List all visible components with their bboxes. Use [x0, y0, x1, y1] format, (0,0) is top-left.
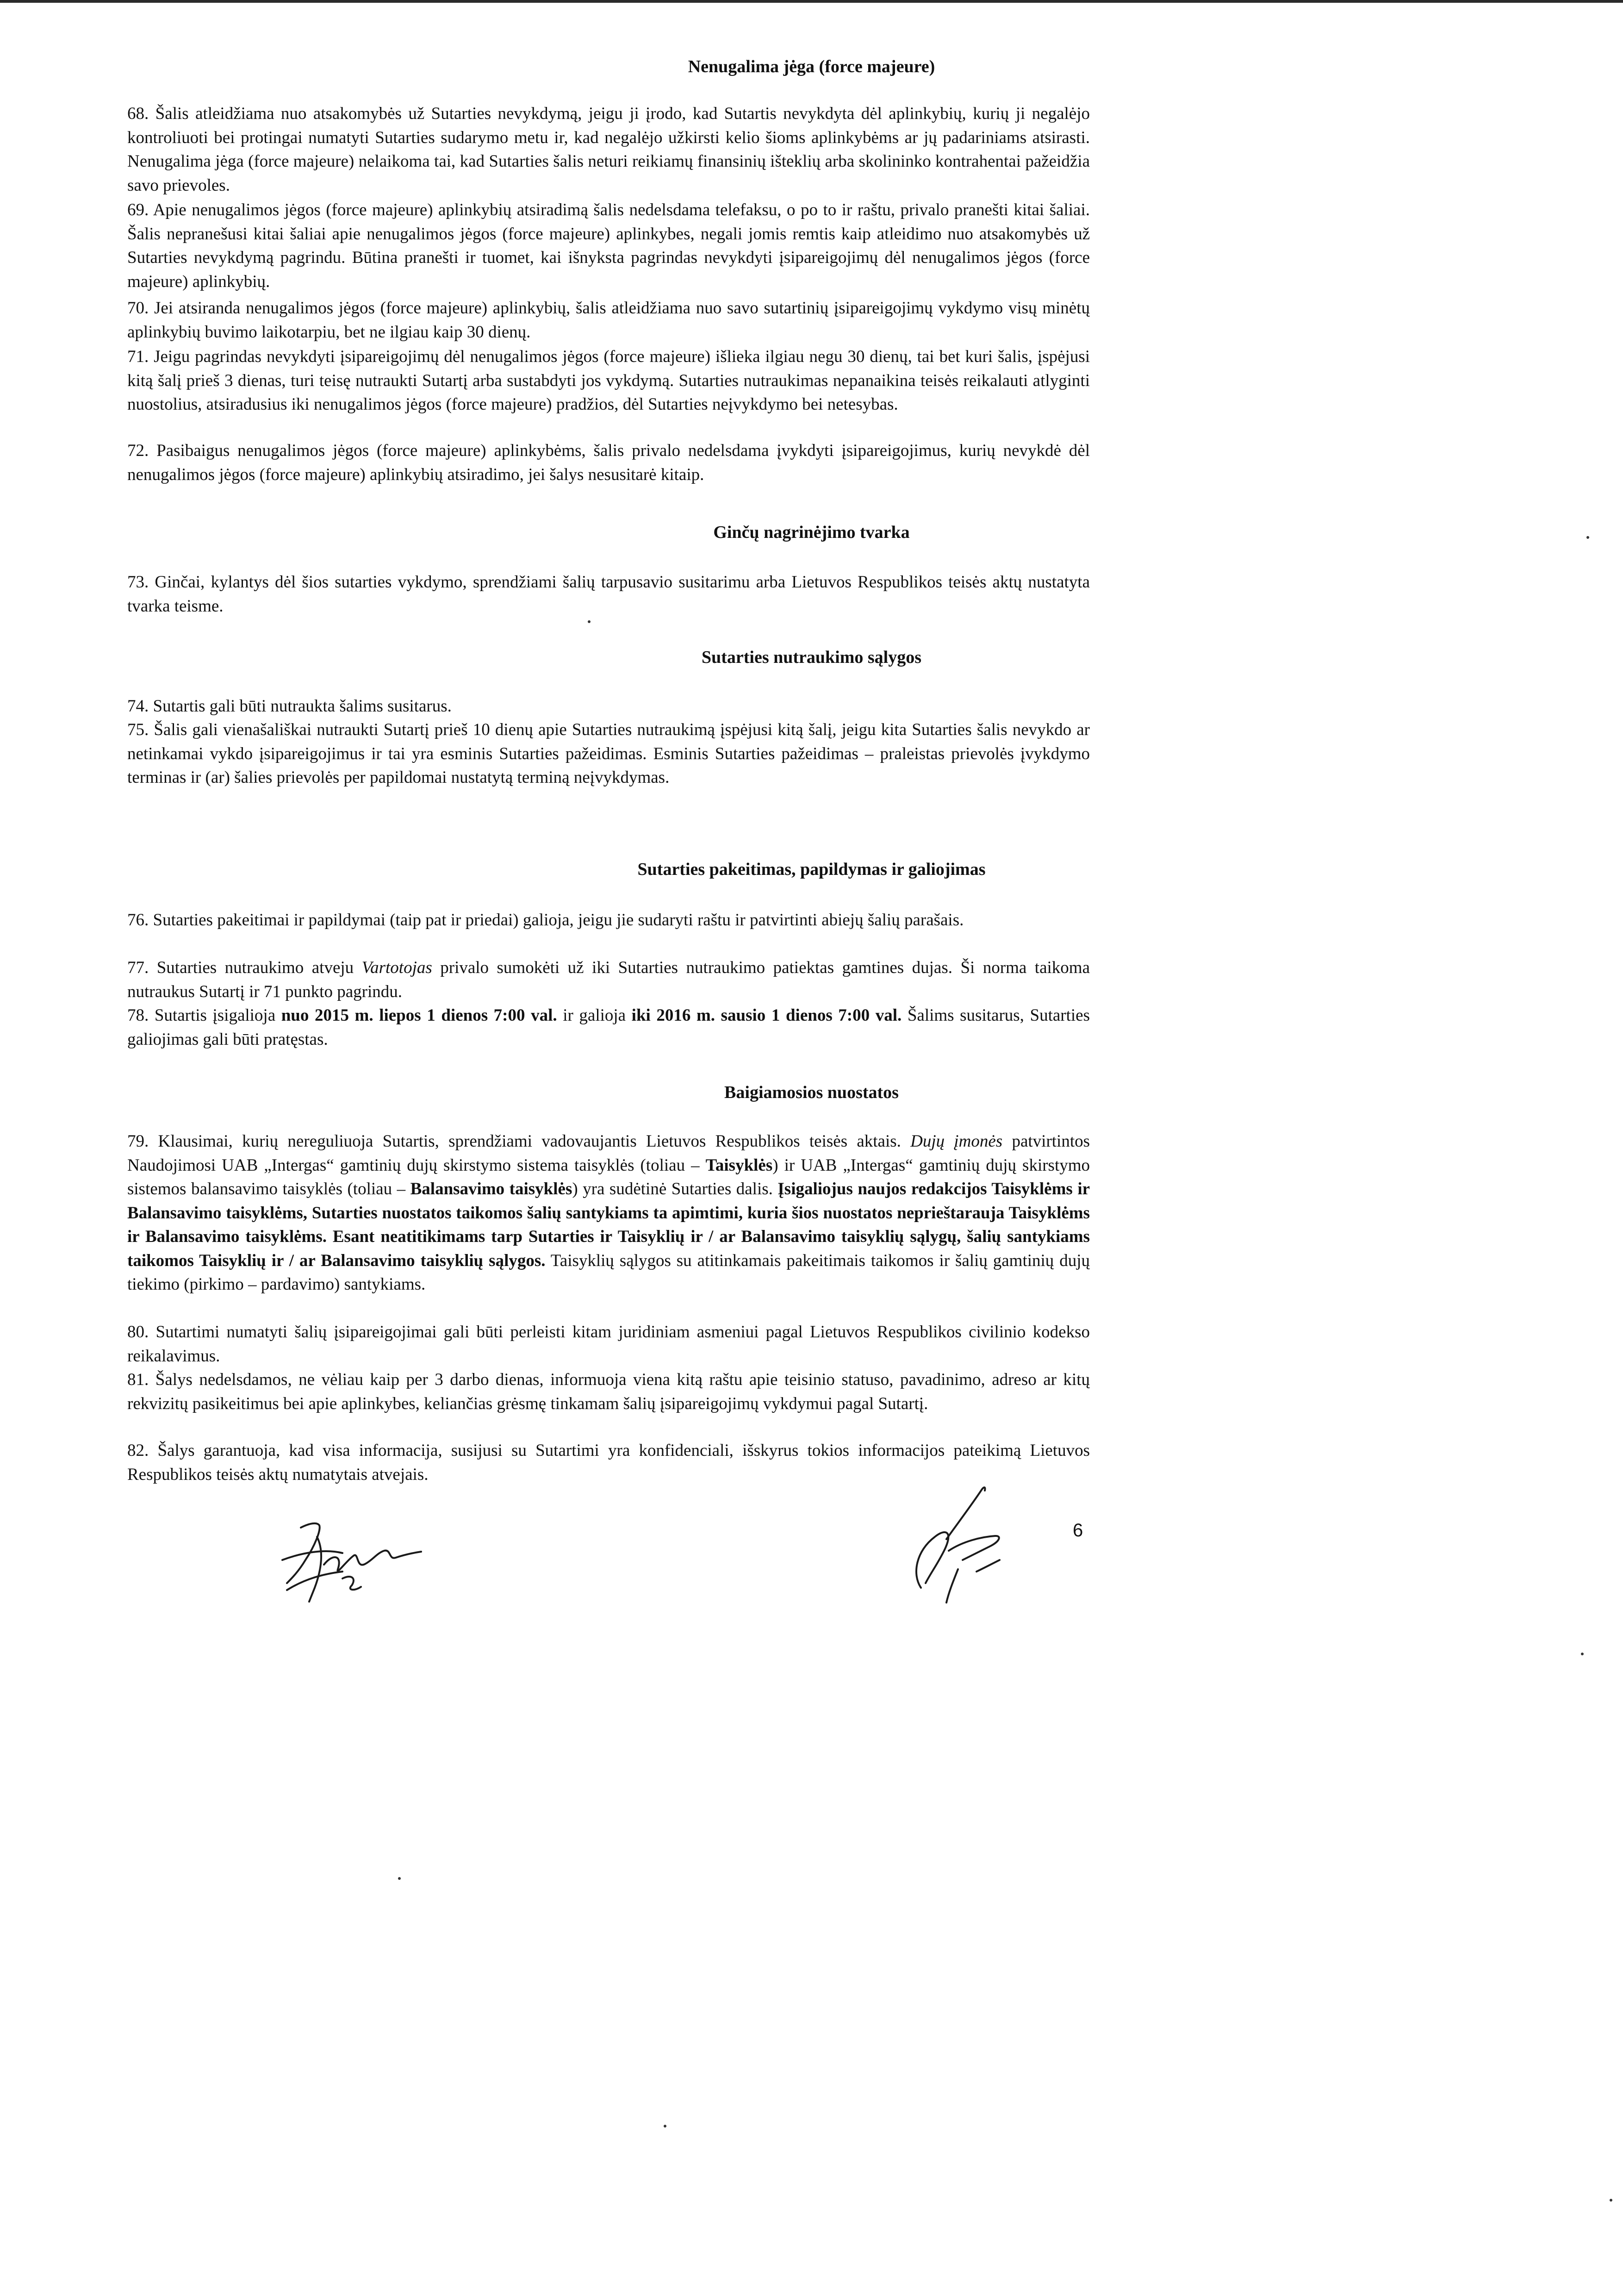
text-run: 81. Šalys nedelsdamos, ne vėliau kaip per 3 darbo dienas, informuoja viena kitą raštu apie teisinio statuso, pavadinimo, adreso ar kitų rekvizitų pasikeitimus bei apie aplinkybes, keliančias grėsmę tinkamam šalių įsipareigojimų vykdymui pagal Sutartį. [127, 1370, 1090, 1413]
paragraph-77 [127, 956, 1090, 1004]
heading-termination-conditions: Sutarties nutraukimo sąlygos [701, 648, 922, 667]
paragraph-68 [127, 102, 1090, 197]
heading-dispute-resolution: Ginčų nagrinėjimo tvarka [713, 523, 910, 542]
text-run: iki 2016 m. sausio 1 dienos 7:00 val. [631, 1006, 902, 1025]
signature-left [273, 1509, 426, 1606]
text-run: 74. Sutartis gali būti nutraukta šalims susitarus. [127, 697, 452, 716]
heading-final-provisions: Baigiamosios nuostatos [724, 1083, 899, 1102]
paragraph-69 [127, 198, 1090, 293]
text-run: Šalims susitarus, Sutarties galiojimas gali būti pratęstas. [127, 1006, 1090, 1049]
text-run: 69. Apie nenugalimos jėgos (force majeure) aplinkybių atsiradimą šalis nedelsdama telefaksu, o po to ir raštu, privalo pranešti kitai šaliai. Šalis nepranešusi kitai šaliai apie nenugalimos jėgos (force majeure) aplinkybes, negali jomis remtis kaip atleidimo nuo atsakomybės už Sutarties nevykdymą pagrindu. Būtina pranešti ir tuomet, kai išnyksta pagrindas nevykdyti įsipareigojimų dėl nenugalimos jėgos (force majeure) aplinkybių. [127, 200, 1090, 291]
text-run: 80. Sutartimi numatyti šalių įsipareigojimai gali būti perleisti kitam juridiniam asmeniui pagal Lietuvos Respublikos civilinio kodekso reikalavimus. [127, 1323, 1090, 1366]
text-run: 77. Sutarties nutraukimo atveju [127, 958, 362, 977]
text-run: 72. Pasibaigus nenugalimos jėgos (force majeure) aplinkybėms, šalis privalo nedelsdama įvykdyti įsipareigojimus, kurių nevykdė dėl nenugalimos jėgos (force majeure) aplinkybių atsiradimo, jei šalys nesusitarė kitaip. [127, 441, 1090, 484]
paragraph-82 [127, 1439, 1090, 1486]
heading-amendments-validity: Sutarties pakeitimas, papildymas ir galiojimas [637, 860, 986, 879]
paragraph-78 [127, 1004, 1090, 1051]
text-run: ) ir UAB „Intergas“ gamtinių dujų skirstymo sistemos balansavimo taisyklės (toliau – [127, 1155, 1090, 1198]
text-run: 79. Klausimai, kurių nereguliuoja Sutartis, sprendžiami vadovaujantis Lietuvos Respublikos teisės aktais. [127, 1132, 911, 1151]
text-run: 78. Sutartis įsigalioja [127, 1006, 281, 1025]
text-run: 82. Šalys garantuoja, kad visa informacija, susijusi su Sutartimi yra konfidenciali, išskyrus tokios informacijos pateikimą Lietuvos Respublikos teisės aktų numatytais atvejais. [127, 1441, 1090, 1484]
scan-speck [1581, 1653, 1584, 1655]
page-number: 6 [1073, 1520, 1083, 1541]
paragraph-74 [127, 694, 1090, 718]
text-run: 68. Šalis atleidžiama nuo atsakomybės už Sutarties nevykdymą, jeigu ji įrodo, kad Sutartis nevykdyta dėl aplinkybių, kurių ji negalėjo kontroliuoti bei protingai numatyti Sutarties sudarymo metu ir, kad negalėjo užkirsti kelio šioms aplinkybėms ar jų padariniams atsirasti. Nenugalima jėga (force majeure) nelaikoma tai, kad Sutarties šalis neturi reikiamų finansinių išteklių arba skolininko kontrahentai pažeidžia savo prievoles. [127, 104, 1090, 195]
text-run: Taisyklės [705, 1155, 773, 1175]
paragraph-71 [127, 345, 1090, 417]
text-run: Dujų įmonės [910, 1132, 1003, 1151]
paragraph-73 [127, 570, 1090, 618]
text-run: Balansavimo taisyklės [410, 1179, 572, 1198]
scan-speck [664, 2125, 666, 2128]
signature-right [902, 1481, 1018, 1606]
scan-speck [588, 620, 591, 623]
text-run: 75. Šalis gali vienašališkai nutraukti Sutartį prieš 10 dienų apie Sutarties nutraukimą įspėjusi kitą šalį, jeigu kita Sutarties šalis nevykdo ar netinkamai vykdo įsipareigojimus ir tai yra esminis Sutarties pažeidimas. Esminis Sutarties pažeidimas – praleistas prievolės įvykdymo terminas ir (ar) šalies prievolės per papildomai nustatytą terminą neįvykdymas. [127, 720, 1090, 787]
paragraph-72 [127, 439, 1090, 487]
text-run: Taisyklių sąlygos su atitinkamais pakeitimais taikomos ir šalių gamtinių dujų tiekimo (pirkimo – pardavimo) santykiams. [127, 1251, 1090, 1294]
paragraph-81 [127, 1368, 1090, 1416]
text-run: 73. Ginčai, kylantys dėl šios sutarties vykdymo, sprendžiami šalių tarpusavio susitarimu arba Lietuvos Respublikos teisės aktų nustatyta tvarka teisme. [127, 573, 1090, 616]
heading-force-majeure: Nenugalima jėga (force majeure) [688, 57, 935, 76]
paragraph-79 [127, 1129, 1090, 1297]
text-run: 76. Sutarties pakeitimai ir papildymai (taip pat ir priedai) galioja, jeigu jie sudaryti raštu ir patvirtinti abiejų šalių parašais. [127, 911, 964, 930]
paragraph-76 [127, 908, 1090, 932]
scan-speck [1586, 536, 1589, 539]
text-run: ) yra sudėtinė Sutarties dalis. [572, 1179, 778, 1198]
text-run: 71. Jeigu pagrindas nevykdyti įsipareigojimų dėl nenugalimos jėgos (force majeure) išlieka ilgiau negu 30 dienų, tai bet kuri šalis, įspėjusi kitą šalį prieš 3 dienas, turi teisę nutraukti Sutartį arba sustabdyti jos vykdymą. Sutarties nutraukimas nepanaikina teisės reikalauti atlyginti nuostolius, atsiradusius iki nenugalimos jėgos (force majeure) pradžios, dėl Sutarties neįvykdymo bei netesybas. [127, 347, 1090, 414]
text-run: Įsigaliojus naujos redakcijos Taisyklėms ir Balansavimo taisyklėms, Sutarties nuostatos taikomos šalių santykiams ta apimtimi, kuria šios nuostatos neprieštarauja Taisyklėms ir Balansavimo taisyklėms. Esant neatitikimams tarp Sutarties ir Taisyklių ir / ar Balansavimo taisyklių sąlygų, šalių santykiams taikomos Taisyklių ir / ar Balansavimo taisyklių sąlygos. [127, 1179, 1090, 1270]
text-run: patvirtintos Naudojimosi UAB „Intergas“ gamtinių dujų skirstymo sistema taisyklės (toliau – [127, 1132, 1090, 1175]
text-run: ir galioja [557, 1006, 632, 1025]
paragraph-70 [127, 296, 1090, 344]
text-run: Vartotojas [361, 958, 432, 977]
paragraph-75 [127, 718, 1090, 790]
scan-speck [1610, 2199, 1612, 2202]
text-run: 70. Jei atsiranda nenugalimos jėgos (force majeure) aplinkybių, šalis atleidžiama nuo savo sutartinių įsipareigojimų vykdymo visų minėtų aplinkybių buvimo laikotarpiu, bet ne ilgiau kaip 30 dienų. [127, 299, 1090, 342]
text-run: privalo sumokėti už iki Sutarties nutraukimo patiektas gamtines dujas. Ši norma taikoma nutraukus Sutartį ir 71 punkto pagrindu. [127, 958, 1090, 1001]
scan-top-edge [0, 0, 1623, 3]
scan-speck [398, 1877, 401, 1880]
text-run: nuo 2015 m. liepos 1 dienos 7:00 val. [281, 1006, 557, 1025]
paragraph-80 [127, 1320, 1090, 1368]
